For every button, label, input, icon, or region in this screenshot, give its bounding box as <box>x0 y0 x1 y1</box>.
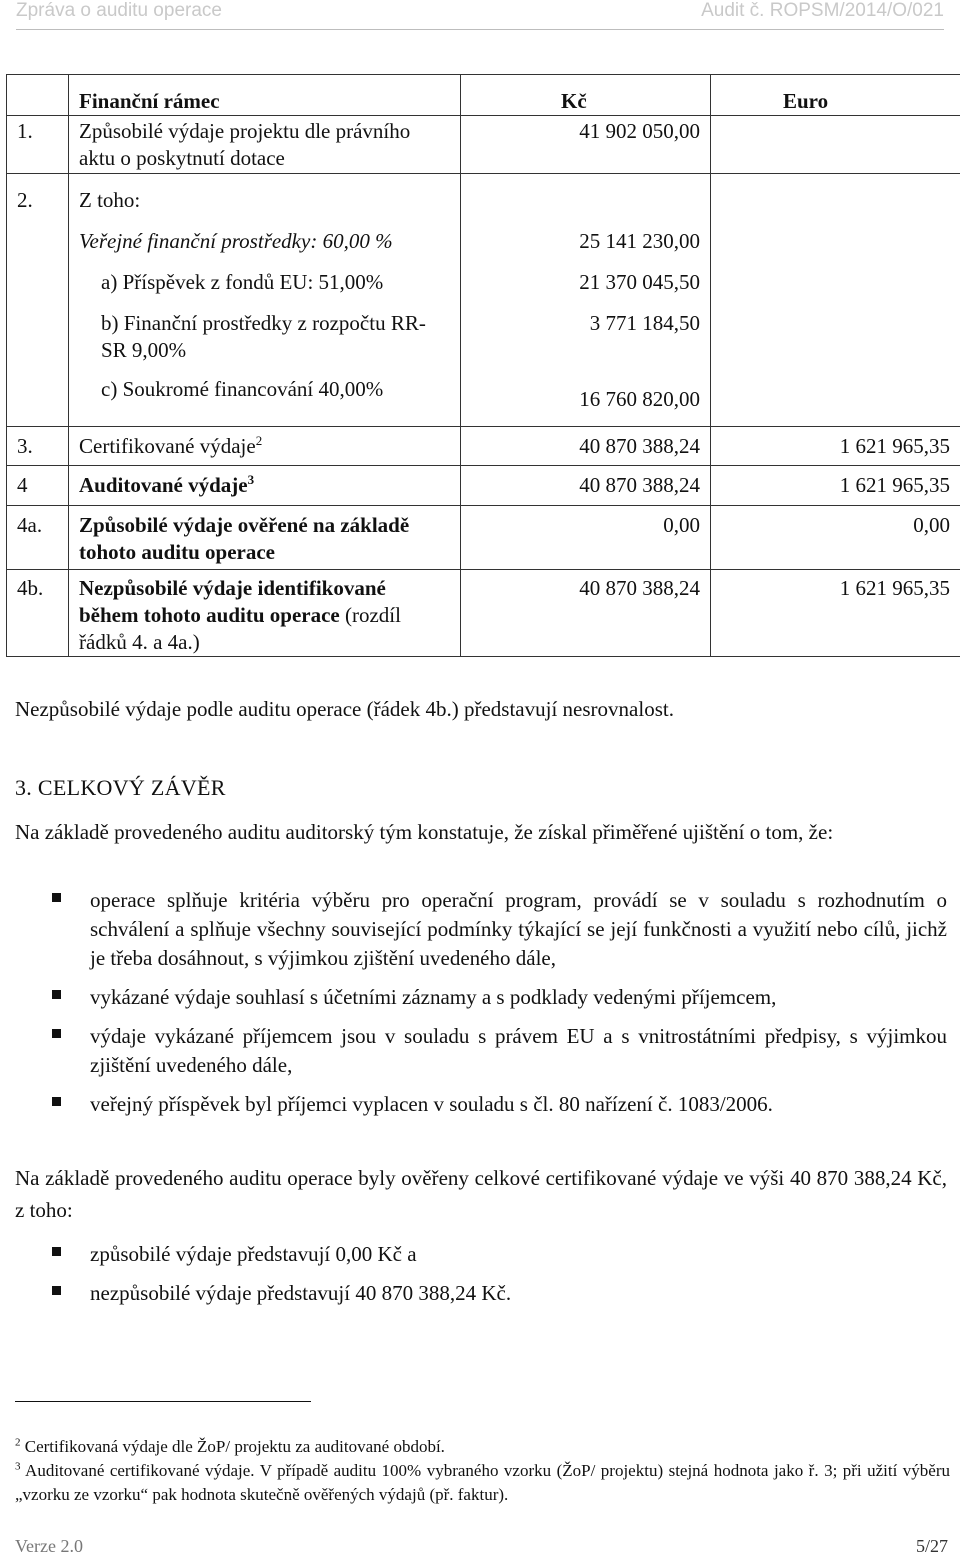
row-1-label: Způsobilé výdaje projektu dle právního aktu o poskytnutí dotace <box>69 116 461 174</box>
list-item: vykázané výdaje souhlasí s účetními záznamy a s podklady vedenými příjemcem, <box>15 983 947 1012</box>
section-heading: 3. CELKOVÝ ZÁVĚR <box>15 775 226 800</box>
footnotes <box>15 1435 950 1507</box>
row-4-kc: 40 870 388,24 <box>461 466 711 506</box>
audit-number: Audit č. ROPSM/2014/O/021 <box>701 0 944 21</box>
list-item: nezpůsobilé výdaje představují 40 870 388,24 Kč. <box>15 1279 947 1308</box>
table-row-4a <box>7 506 960 570</box>
row-4b-kc: 40 870 388,24 <box>461 570 711 657</box>
list-item: způsobilé výdaje představují 0,00 Kč a <box>15 1240 947 1269</box>
row-3-label: Certifikované výdaje$^2$ <box>69 427 461 466</box>
row-4b-eur: 1 621 965,35 <box>711 570 960 657</box>
row-1-number: 1. <box>7 116 69 174</box>
row-4a-eur: 0,00 <box>711 506 960 570</box>
row-4a-kc: 0,00 <box>461 506 711 570</box>
row-2-public-funds-kc: 25 141 230,00 <box>579 229 700 253</box>
bullet-square-icon <box>52 1247 61 1256</box>
row-4a-number: 4a. <box>7 506 69 570</box>
row-4-label: Auditované výdaje$^3$ <box>69 466 461 506</box>
table-header-row <box>7 75 960 116</box>
table-row-1 <box>7 116 960 174</box>
row-1-kc: 41 902 050,00 <box>461 116 711 174</box>
list-item: výdaje vykázané příjemcem jsou v souladu s právem EU a s vnitrostátními předpisy, s výjimkou zjištění uvedeného dále, <box>15 1022 947 1080</box>
expenditure-list <box>15 1240 947 1308</box>
irregularity-note: Nezpůsobilé výdaje podle auditu operace (řádek 4b.) představují nesrovnalost. <box>15 697 674 721</box>
footnote-3: $^3$ Auditované certifikované výdaje. V případě auditu 100% vybraného vzorku (ŽoP/ projektu) stejná hodnota jako ř. 3; při užití výběru „vzorku ze vzorku“ pak hodnota skutečně ověřených výdajů (př. faktur). <box>15 1460 951 1504</box>
section-intro: Na základě provedeného auditu auditorský tým konstatuje, že získal přiměřené ujištění o tom, že: <box>15 820 834 844</box>
row-2-state-budget: b) Finanční prostředky z rozpočtu RR-SR 9,00% <box>101 311 426 362</box>
header-financni-ramec: Finanční rámec <box>69 75 461 116</box>
bullet-square-icon <box>52 990 61 999</box>
bullet-square-icon <box>52 1097 61 1106</box>
header-divider <box>16 29 944 30</box>
header-euro: Euro <box>711 75 960 116</box>
row-2-eu-contribution-kc: 21 370 045,50 <box>579 270 700 294</box>
table-row-2 <box>7 174 960 427</box>
row-2-eu-contribution: a) Příspěvek z fondů EU: 51,00% <box>101 270 384 294</box>
row-4-eur: 1 621 965,35 <box>711 466 960 506</box>
version-label: Verze 2.0 <box>15 1536 83 1556</box>
row-1-eur <box>711 116 960 174</box>
table-row-4b <box>7 570 960 657</box>
row-2-state-budget-kc: 3 771 184,50 <box>589 311 700 335</box>
list-item: veřejný příspěvek byl příjemci vyplacen v souladu s čl. 80 nařízení č. 1083/2006. <box>15 1090 947 1119</box>
row-3-number: 3. <box>7 427 69 466</box>
row-2-number: 2. <box>7 174 69 427</box>
financial-framework-table <box>6 74 960 657</box>
conclusion-paragraph: Na základě provedeného auditu operace byly ověřeny celkové certifikované výdaje ve výši 40 870 388,24 Kč, z toho: <box>15 1166 947 1222</box>
footnote-2: $^2$ Certifikovaná výdaje dle ŽoP/ projektu za auditované období. <box>15 1436 445 1456</box>
row-2-public-funds: Veřejné finanční prostředky: 60,00 % <box>79 229 393 253</box>
bullet-square-icon <box>52 1029 61 1038</box>
footnote-divider <box>15 1401 311 1402</box>
page-number: 5/27 <box>915 1536 948 1556</box>
row-3-kc: 40 870 388,24 <box>461 427 711 466</box>
row-2-private-funding: c) Soukromé financování 40,00% <box>101 377 384 401</box>
row-4-number: 4 <box>7 466 69 506</box>
row-4b-number: 4b. <box>7 570 69 657</box>
row-4b-label: Nezpůsobilé výdaje identifikované během tohoto auditu operace (rozdíl řádků 4. a 4a.) <box>69 570 461 657</box>
row-4a-label: Způsobilé výdaje ověřené na základě tohoto auditu operace <box>69 506 461 570</box>
bullet-square-icon <box>52 893 61 902</box>
table-row-4 <box>7 466 960 506</box>
row-3-eur: 1 621 965,35 <box>711 427 960 466</box>
table-row-3 <box>7 427 960 466</box>
bullet-square-icon <box>52 1286 61 1295</box>
document-title: Zpráva o auditu operace <box>16 0 222 21</box>
assurance-list <box>15 886 947 1119</box>
list-item: operace splňuje kritéria výběru pro operační program, provádí se v souladu s rozhodnutím o schválení a splňuje všechny související podmínky týkající se její funkčnosti a využití nebo cílů, jichž je třeba dosáhnout, s výjimkou zjištění uvedeného dále, <box>15 886 947 973</box>
page-header <box>16 0 944 24</box>
header-kc: Kč <box>461 75 711 116</box>
row-2-label: Z toho: <box>79 188 141 212</box>
row-2-private-funding-kc: 16 760 820,00 <box>579 387 700 411</box>
